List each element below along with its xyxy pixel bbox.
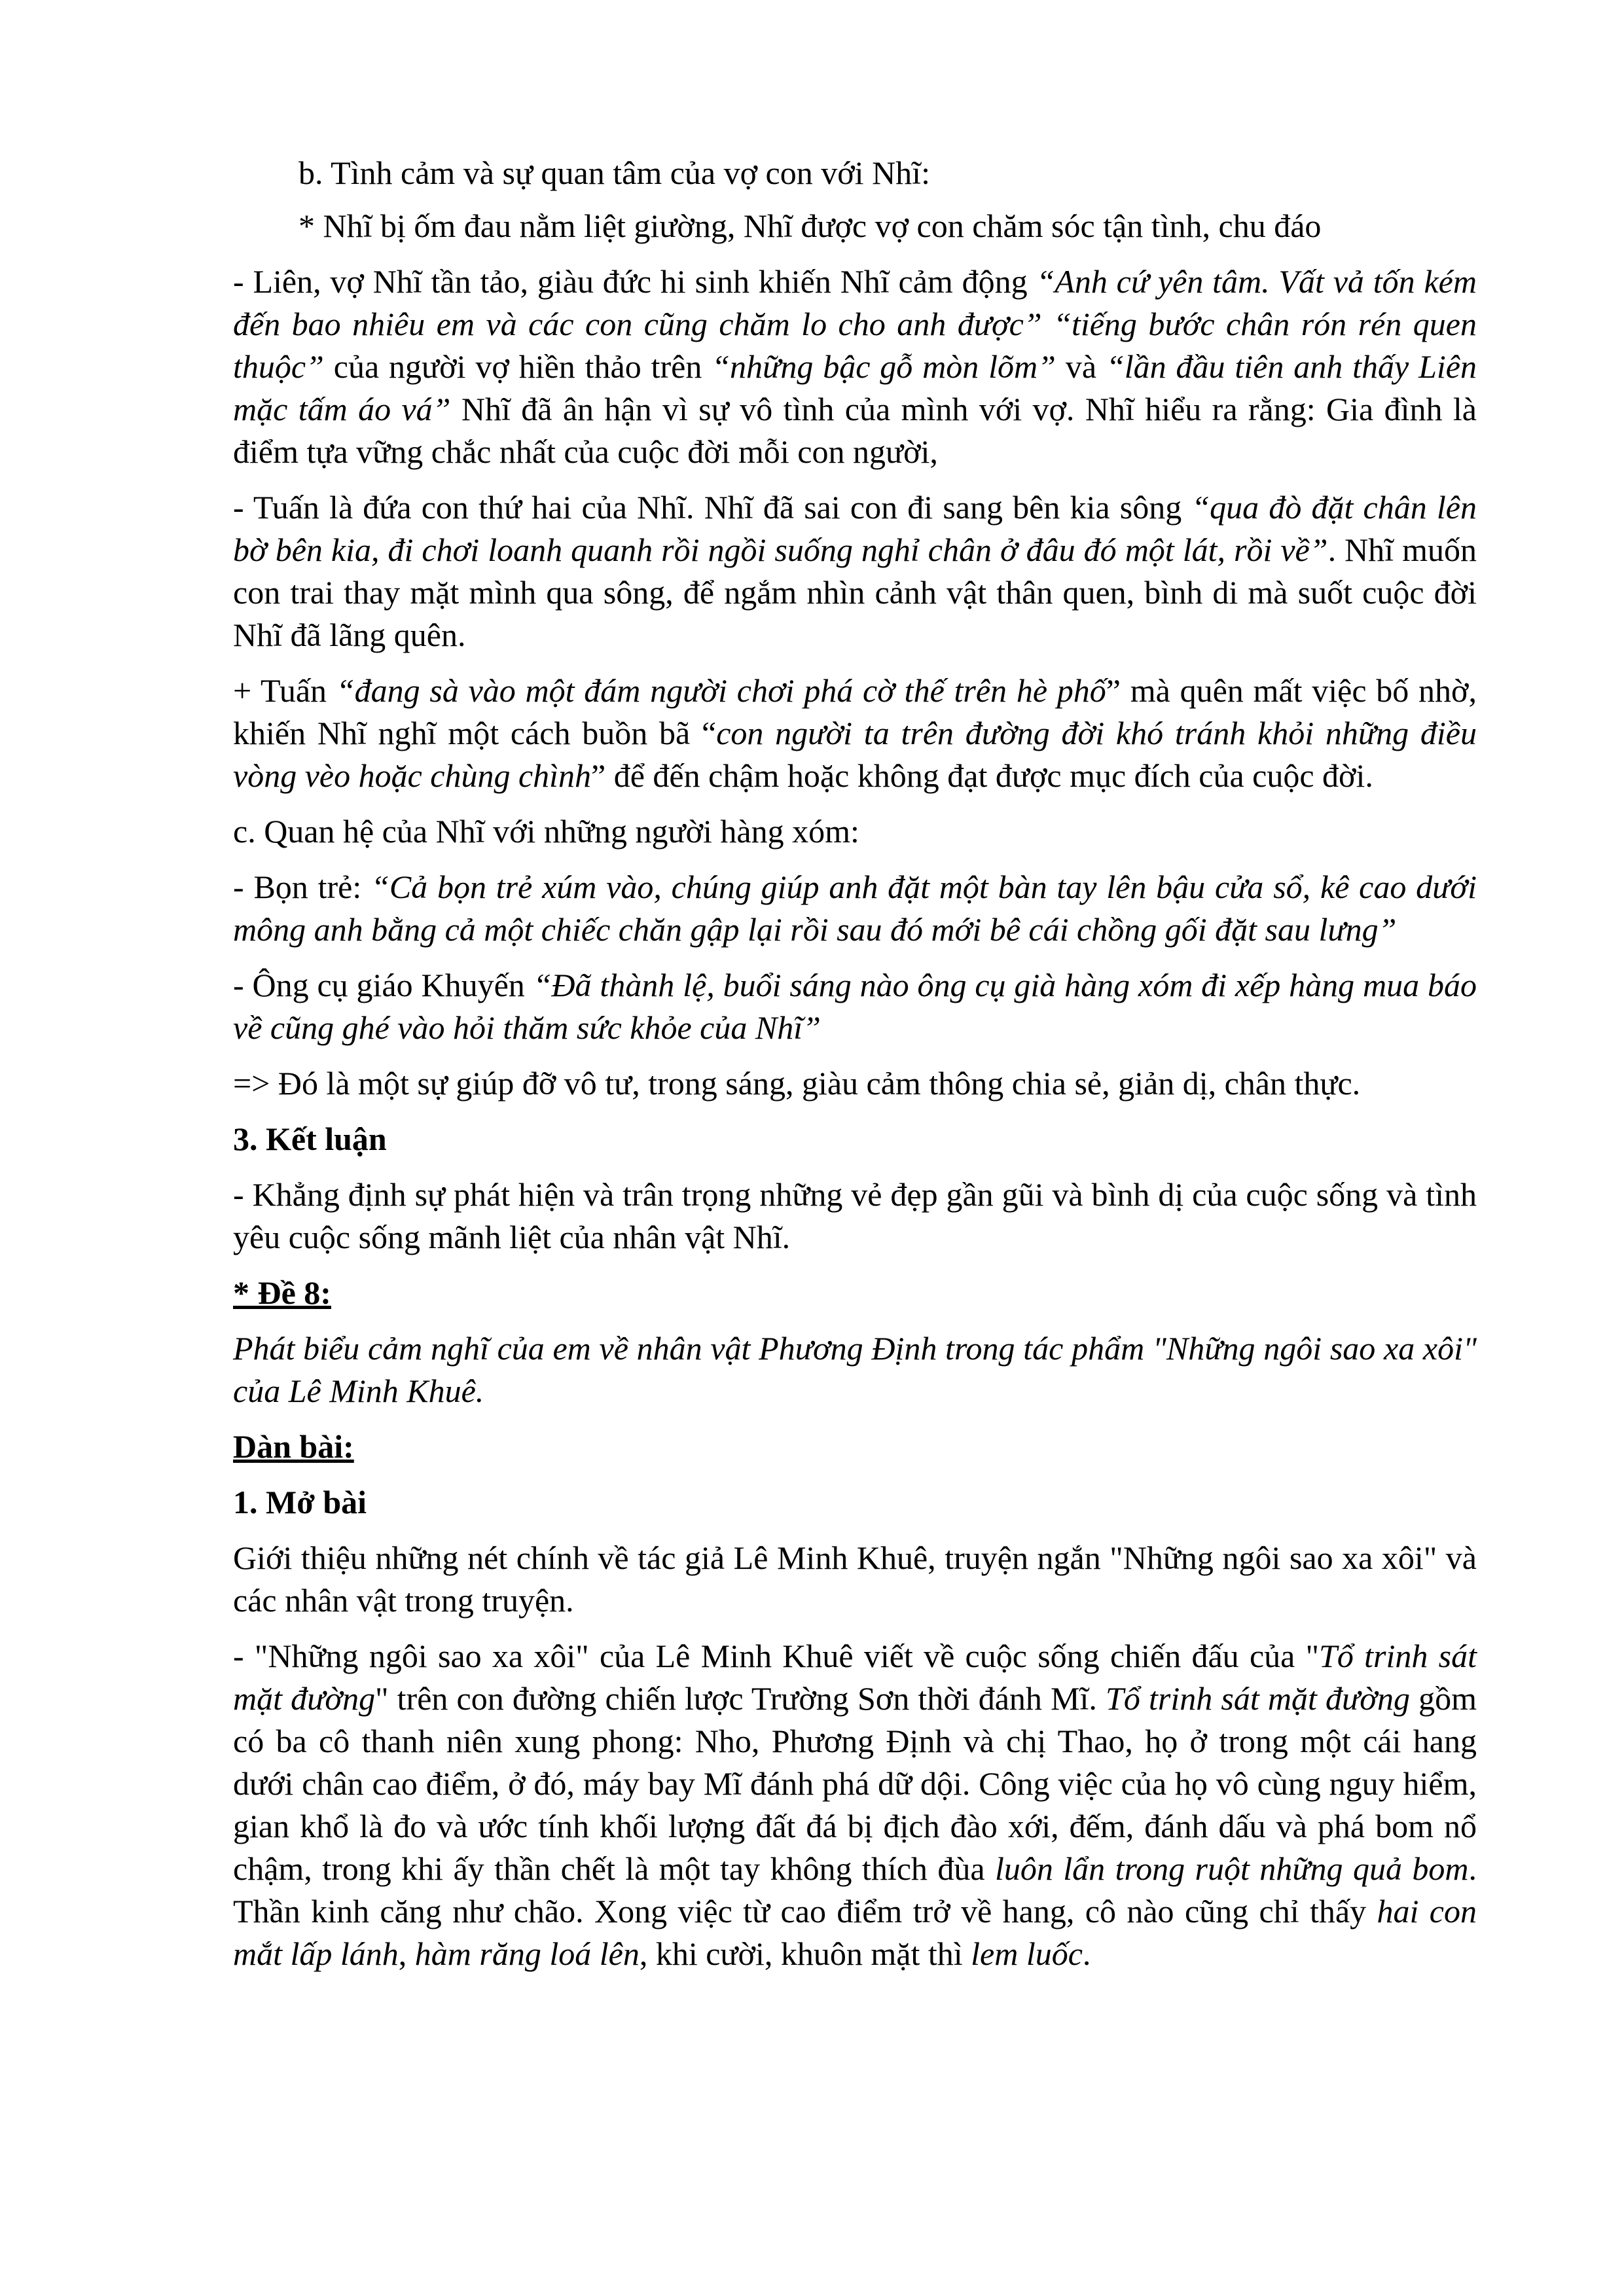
paragraph-summary: => Đó là một sự giúp đỡ vô tư, trong sáng, giàu cảm thông chia sẻ, giản dị, chân thực. (233, 1065, 1361, 1102)
quote-run: Tổ trinh sát mặt đường (233, 1638, 1477, 1717)
quote-run: con người ta trên đường đời khó tránh khỏi những điều vòng vèo hoặc chùng chình (233, 715, 1477, 794)
text-run: . Thần kinh căng như chão. Xong việc từ cao điểm trở về hang, cô nào cũng chỉ thấy (233, 1850, 1477, 1929)
quote-run: Tổ trinh sát mặt đường (1106, 1680, 1410, 1717)
paragraph-lien (233, 260, 1477, 473)
text-run: - Bọn trẻ: (233, 869, 372, 905)
text-run: . Nhĩ muốn con trai thay mặt mình qua sông, để ngắm nhìn cảnh vật thân quen, bình di mà suốt cuộc đời Nhĩ đã lãng quên. (233, 531, 1477, 653)
paragraph-story-summary (233, 1635, 1477, 1975)
conclusion-heading: 3. Kết luận (233, 1121, 387, 1157)
text-run: của người vợ hiền thảo trên (323, 348, 712, 385)
quote-run: “Đã thành lệ, buổi sáng nào ông cụ già hàng xóm đi xếp hàng mua báo về cũng ghé vào hỏi thăm sức khỏe của Nhĩ” (233, 967, 1477, 1046)
text-run: " trên con đường chiến lược Trường Sơn thời đánh Mĩ. (375, 1680, 1106, 1717)
text-run: - Ông cụ giáo Khuyến (233, 967, 533, 1003)
section-c-title: c. Quan hệ của Nhĩ với những người hàng xóm: (233, 813, 859, 850)
quote-run: hai con mắt lấp lánh (233, 1893, 1477, 1972)
paragraph-intro: Giới thiệu những nét chính về tác giả Lê Minh Khuê, truyện ngắn "Những ngôi sao xa xôi" và các nhân vật trong truyện. (233, 1539, 1477, 1619)
text-run: - Tuấn là đứa con thứ hai của Nhĩ. Nhĩ đã sai con đi sang bên kia sông (233, 489, 1192, 526)
text-run: ” mà quên mất việc bố nhờ, khiến Nhĩ nghĩ một cách buồn bã “ (233, 672, 1477, 751)
intro-heading: 1. Mở bài (233, 1484, 367, 1520)
text-run: - Liên, vợ Nhĩ tần tảo, giàu đức hi sinh khiến Nhĩ cảm động (233, 263, 1037, 300)
paragraph-tuan (233, 486, 1477, 656)
quote-run: lem luốc (971, 1935, 1083, 1972)
quote-run: luôn lẩn trong ruột những quả bom (994, 1850, 1469, 1887)
prompt-text: Phát biểu cảm nghĩ của em về nhân vật Phương Định trong tác phẩm "Những ngôi sao xa xôi" của Lê Minh Khuê. (233, 1330, 1477, 1409)
paragraph-children (233, 866, 1477, 951)
text-run: gồm có ba cô thanh niên xung phong: Nho, Phương Định và chị Thao, họ ở trong một cái hang dưới chân cao điểm, ở đó, máy bay Mĩ đánh phá dữ dội. Công việc của họ vô cùng nguy hiểm, gian khổ là đo và ước tính khối lượng đất đá bị địch đào xới, đếm, đánh dấu và phá bom nổ chậm, trong khi ấy thần chết là một tay không thích đùa (233, 1680, 1477, 1887)
quote-run: “lần đầu tiên anh thấy Liên mặc tấm áo vá” (233, 348, 1477, 427)
quote-run: “những bậc gỗ mòn lõm” (712, 348, 1056, 385)
text-run: , khi cười, khuôn mặt thì (639, 1935, 971, 1972)
quote-run: “Anh cứ yên tâm. Vất vả tốn kém đến bao nhiêu em và các con cũng chăm lo cho anh được” “tiếng bước chân rón rén quen thuộc” (233, 263, 1477, 385)
section-b-title: b. Tình cảm và sự quan tâm của vợ con với Nhĩ: (298, 154, 930, 191)
text-run: - "Những ngôi sao xa xôi" của Lê Minh Khuê viết về cuộc sống chiến đấu của " (233, 1638, 1320, 1674)
text-run: Nhĩ đã ân hận vì sự vô tình của mình với vợ. Nhĩ hiểu ra rằng: Gia đình là điểm tựa vững chắc nhất của cuộc đời mỗi con người, (233, 391, 1477, 470)
quote-run: hàm răng loá lên (414, 1935, 640, 1972)
topic-8-heading: * Đề 8: (233, 1274, 331, 1311)
topic-8-prompt (233, 1327, 1477, 1412)
section-b-subtitle: * Nhĩ bị ốm đau nằm liệt giường, Nhĩ được vợ con chăm sóc tận tình, chu đáo (298, 207, 1322, 244)
document-body (233, 152, 1477, 1988)
paragraph-old-teacher (233, 964, 1477, 1049)
outline-heading: Dàn bài: (233, 1428, 354, 1465)
paragraph-conclusion: - Khẳng định sự phát hiện và trân trọng những vẻ đẹp gần gũi và bình dị của cuộc sống và tình yêu cuộc sống mãnh liệt của nhân vật Nhĩ. (233, 1176, 1477, 1255)
quote-run: “Cả bọn trẻ xúm vào, chúng giúp anh đặt một bàn tay lên bậu cửa sổ, kê cao dưới mông anh bằng cả một chiếc chăn gập lại rồi sau đó mới bê cái chồng gối đặt sau lưng” (233, 869, 1477, 948)
quote-run: “qua đò đặt chân lên bờ bên kia, đi chơi loanh quanh rồi ngồi suống nghỉ chân ở đâu đó một lát, rồi về” (233, 489, 1477, 568)
text-run: + Tuấn (233, 672, 336, 709)
quote-run: “đang sà vào một đám người chơi phá cờ thế trên hè phố (336, 672, 1106, 709)
text-run: . (1082, 1935, 1091, 1972)
paragraph-tuan-distracted (233, 670, 1477, 797)
text-run: , (398, 1935, 415, 1972)
text-run: và (1055, 348, 1106, 385)
text-run: ” để đến chậm hoặc không đạt được mục đích của cuộc đời. (591, 757, 1373, 794)
